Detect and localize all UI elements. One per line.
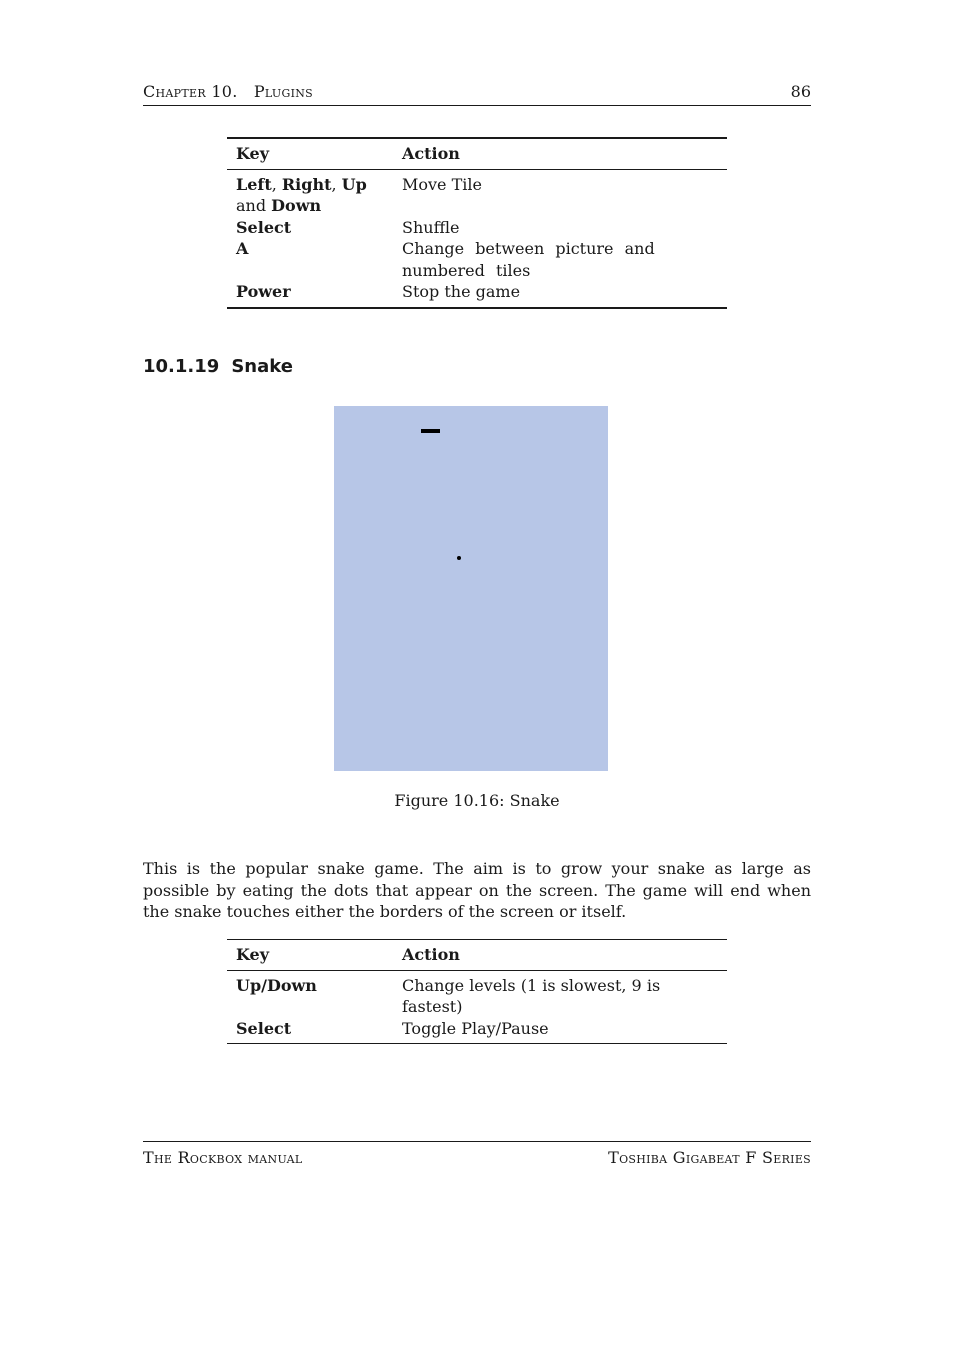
- key-separator: ,: [271, 174, 282, 194]
- section-title: Snake: [231, 356, 293, 377]
- section-number: 10.1.19: [143, 356, 220, 377]
- key-right: Right: [281, 174, 332, 194]
- column-header-action: Action: [393, 138, 727, 169]
- table-row: [227, 217, 727, 239]
- table-header-row: [227, 940, 727, 971]
- action-cell: Shuffle: [402, 217, 460, 237]
- key-action-table-sliding-puzzle: [227, 137, 727, 309]
- section-heading: [143, 356, 293, 377]
- chapter-label: Chapter 10.: [143, 82, 238, 101]
- key-separator: ,: [331, 174, 342, 194]
- column-header-action: Action: [393, 940, 727, 971]
- key-cell: [227, 169, 393, 217]
- column-header-key: Key: [227, 940, 393, 971]
- table-row: [227, 238, 727, 281]
- snake-game-screenshot: [334, 406, 608, 771]
- footer-manual-title: The Rockbox manual: [143, 1148, 303, 1167]
- table-row: [227, 281, 727, 308]
- table-row: [227, 970, 727, 1018]
- page-number: 86: [790, 82, 811, 101]
- table-row: [227, 169, 727, 217]
- key-cell: Up/Down: [236, 975, 317, 995]
- footer-rule: [143, 1141, 811, 1142]
- snake-body: [421, 429, 440, 433]
- chapter-title: Plugins: [253, 82, 313, 101]
- action-cell: Toggle Play/Pause: [402, 1018, 549, 1038]
- key-cell: A: [236, 239, 249, 258]
- food-dot: [457, 556, 461, 560]
- key-left: Left: [236, 174, 272, 194]
- key-cell: Power: [236, 282, 291, 301]
- footer-device-name: Toshiba Gigabeat F Series: [608, 1148, 811, 1167]
- action-cell: Move Tile: [402, 174, 482, 194]
- running-header-chapter: [143, 82, 313, 101]
- column-header-key: Key: [227, 138, 393, 169]
- table-header-row: [227, 138, 727, 169]
- key-cell: Select: [236, 1018, 292, 1038]
- key-action-table-snake: [227, 939, 727, 1044]
- action-cell: Change levels (1 is slowest, 9 is fastest): [402, 975, 661, 1016]
- action-cell: Change between picture and numbered tiles: [402, 239, 655, 280]
- key-and: and: [236, 196, 272, 215]
- key-up: Up: [341, 174, 367, 194]
- table-row: [227, 1018, 727, 1044]
- figure-caption: Figure 10.16: Snake: [394, 791, 560, 810]
- key-down: Down: [271, 196, 322, 215]
- action-cell: Stop the game: [402, 282, 521, 301]
- key-cell: Select: [236, 217, 292, 237]
- description-paragraph: This is the popular snake game. The aim is to grow your snake as large as possible by eating the dots that appear on the screen. The game will end when the snake touches either the borders of the screen or itself.: [143, 859, 811, 921]
- header-rule: [143, 105, 811, 106]
